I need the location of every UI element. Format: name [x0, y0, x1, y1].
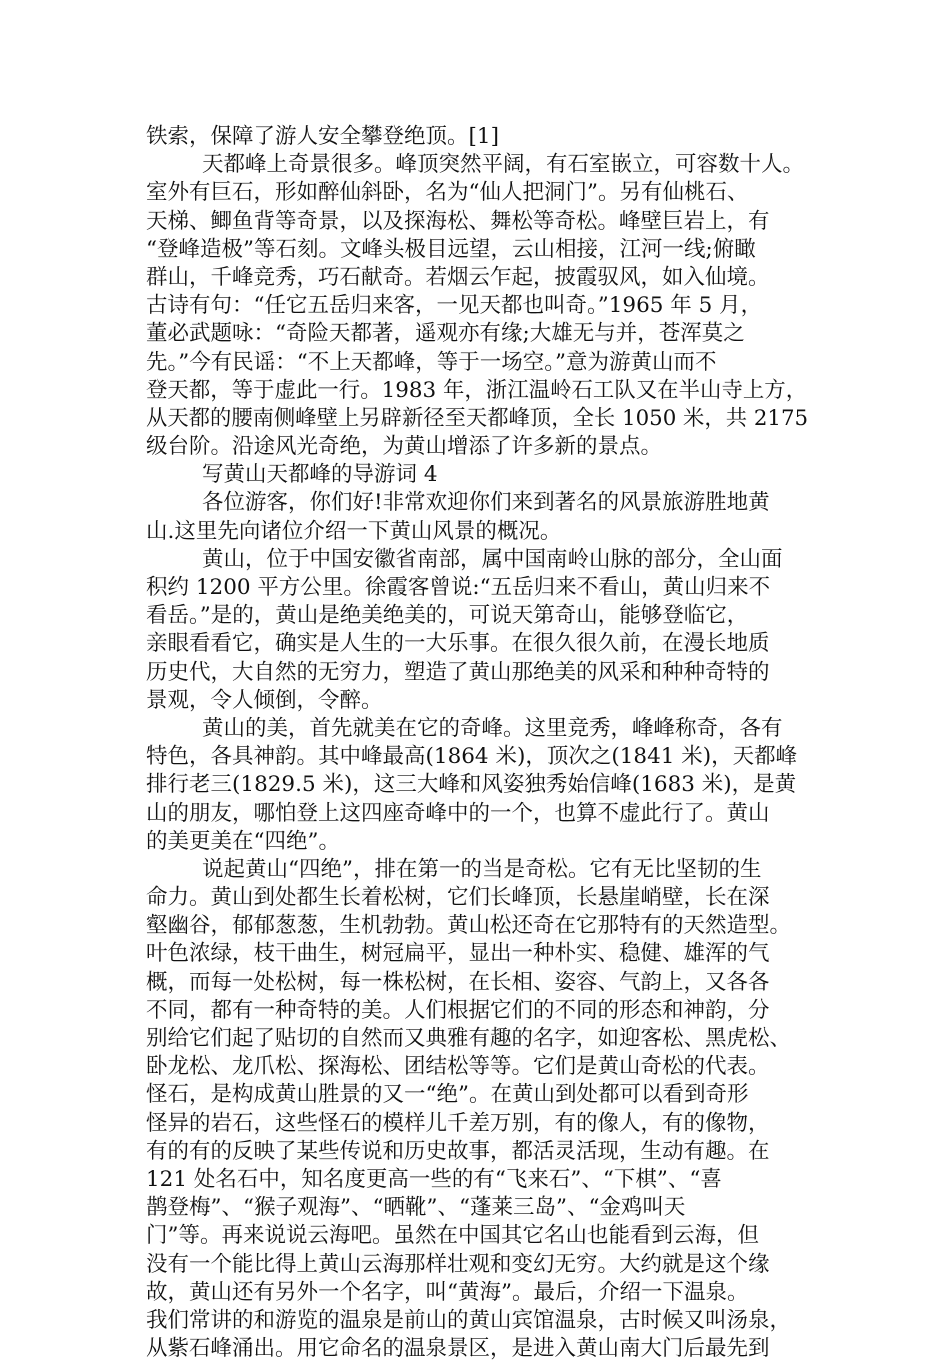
text-line: 各位游客，你们好!非常欢迎你们来到著名的风景旅游胜地黄 [202, 490, 770, 516]
text-line: 不同，都有一种奇特的美。人们根据它们的不同的形态和神韵，分 [146, 997, 770, 1023]
document-page [146, 123, 809, 1363]
text-line: 怪异的岩石，这些怪石的模样儿千差万别，有的像人，有的像物， [146, 1110, 770, 1136]
text-line: 级台阶。沿途风光奇绝，为黄山增添了许多新的景点。 [146, 434, 663, 460]
text-line: 从紫石峰涌出。用它命名的温泉景区，是进入黄山南大门后最先到 [146, 1336, 770, 1362]
text-line: 先。”今有民谣：“不上天都峰，等于一场空。”意为游黄山而不 [146, 349, 717, 375]
text-line: 积约 1200 平方公里。徐霞客曾说:“五岳归来不看山，黄山归来不 [146, 575, 771, 600]
text-line: 古诗有句：“任它五岳归来客，一见天都也叫奇。”1965 年 5 月， [146, 293, 763, 319]
text-line: 写黄山天都峰的导游词 4 [202, 462, 438, 488]
text-line: 卧龙松、龙爪松、探海松、团结松等等。它们是黄山奇松的代表。 [146, 1054, 770, 1080]
text-line: 121 处名石中，知名度更高一些的有“飞来石”、“下棋”、“喜 [146, 1166, 722, 1192]
text-line: 群山，千峰竞秀，巧石献奇。若烟云乍起，披霞驭风，如入仙境。 [146, 264, 770, 290]
text-line: 鹊登梅”、“猴子观海”、“晒靴”、“蓬莱三岛”、“金鸡叫天 [146, 1195, 686, 1221]
text-line: 董必武题咏：“奇险天都著，遥观亦有缘;大雄无与并，苍浑莫之 [146, 321, 745, 347]
text-line: 叶色浓绿，枝干曲生，树冠扁平，显出一种朴实、稳健、雄浑的气 [146, 941, 770, 967]
text-line: 天都峰上奇景很多。峰顶突然平阔，有石室嵌立，可容数十人。 [202, 152, 805, 178]
text-line: 故，黄山还有另外一个名字，叫“黄海”。最后，介绍一下温泉。 [146, 1279, 749, 1305]
text-line: 排行老三(1829.5 米)，这三大峰和风姿独秀始信峰(1683 米)，是黄 [146, 772, 797, 798]
text-line: 有的有的反映了某些传说和历史故事，都活灵活现，生动有趣。在 [146, 1138, 770, 1164]
text-line: 的美更美在“四绝”。 [146, 828, 340, 854]
text-line: 壑幽谷，郁郁葱葱，生机勃勃。黄山松还奇在它那特有的天然造型。 [146, 913, 792, 939]
text-line: 山的朋友，哪怕登上这四座奇峰中的一个，也算不虚此行了。黄山 [146, 800, 770, 826]
text-line: 特色，各具神韵。其中峰最高(1864 米)，顶次之(1841 米)，天都峰 [146, 744, 798, 770]
text-line: 别给它们起了贴切的自然而又典雅有趣的名字，如迎客松、黑虎松、 [146, 1026, 792, 1051]
text-line: 室外有巨石，形如醉仙斜卧，名为“仙人把洞门”。另有仙桃石、 [146, 180, 749, 206]
text-line: 山.这里先向诸位介绍一下黄山风景的概况。 [146, 518, 562, 544]
text-line: 天梯、鲫鱼背等奇景，以及探海松、舞松等奇松。峰壁巨岩上，有 [146, 208, 770, 234]
text-line: 门”等。再来说说云海吧。虽然在中国其它名山也能看到云海，但 [146, 1223, 759, 1249]
text-line: 怪石，是构成黄山胜景的又一“绝”。在黄山到处都可以看到奇形 [146, 1082, 749, 1108]
text-line: 没有一个能比得上黄山云海那样壮观和变幻无穷。大约就是这个缘 [146, 1251, 770, 1277]
text-line: 看岳。”是的，黄山是绝美绝美的，可说天第奇山，能够登临它， [146, 603, 749, 629]
text-line: 概，而每一处松树，每一株松树，在长相、姿容、气韵上，又各各 [146, 969, 770, 995]
text-line: 铁索，保障了游人安全攀登绝顶。[1] [146, 124, 499, 149]
text-line: 说起黄山“四绝”，排在第一的当是奇松。它有无比坚韧的生 [202, 856, 762, 882]
text-line: 登天都，等于虚此一行。1983 年，浙江温岭石工队又在半山寺上方， [146, 377, 808, 403]
text-line: 黄山的美，首先就美在它的奇峰。这里竞秀，峰峰称奇，各有 [202, 715, 783, 741]
text-line: 亲眼看看它，确实是人生的一大乐事。在很久很久前，在漫长地质 [146, 631, 770, 657]
text-line: 黄山，位于中国安徽省南部，属中国南岭山脉的部分，全山面 [202, 546, 783, 572]
text-line: “登峰造极”等石刻。文峰头极目远望，云山相接，江河一线;俯瞰 [146, 236, 756, 262]
text-line: 从天都的腰南侧峰壁上另辟新径至天都峰顶，全长 1050 米，共 2175 [146, 405, 809, 431]
text-line: 历史代，大自然的无穷力，塑造了黄山那绝美的风采和种种奇特的 [146, 659, 770, 685]
text-line: 命力。黄山到处都生长着松树，它们长峰顶，长悬崖峭壁，长在深 [146, 885, 770, 911]
text-line: 我们常讲的和游览的温泉是前山的黄山宾馆温泉，古时候又叫汤泉， [146, 1307, 792, 1333]
text-line: 景观，令人倾倒，令醉。 [146, 687, 383, 713]
